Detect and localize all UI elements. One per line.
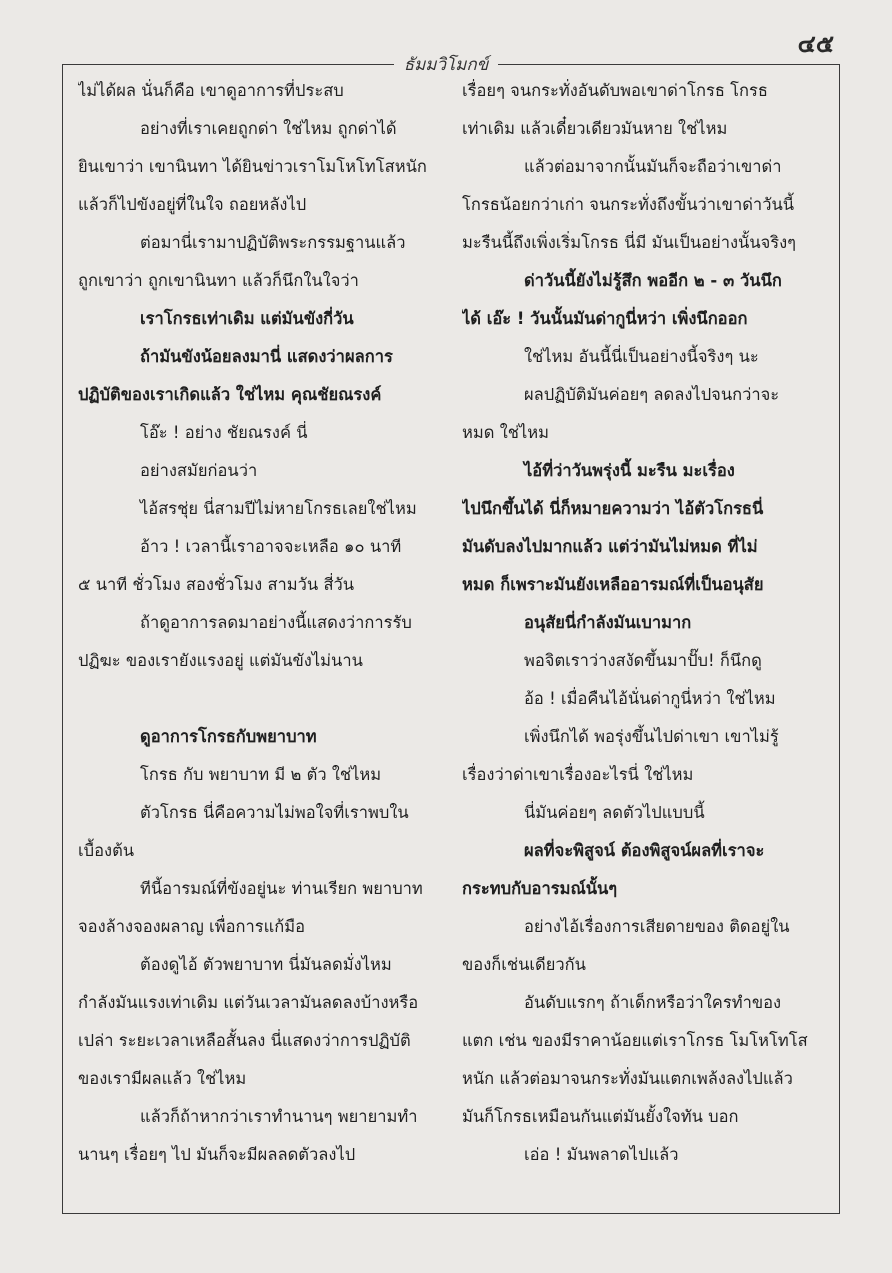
text-line: หนัก แล้วต่อมาจนกระทั่งมันแตกเพล้งลงไปแล้ว (462, 1069, 793, 1088)
text-line: แล้วก็ถ้าหากว่าเราทำนานๆ พยายามทำ (140, 1107, 418, 1126)
text-line: มันดับลงไปมากแล้ว แต่ว่ามันไม่หมด ที่ไม่ (462, 537, 758, 556)
text-line: อย่างสมัยก่อนว่า (140, 461, 258, 480)
text-line: ไอ้ที่ว่าวันพรุ่งนี้ มะรืน มะเรื่อง (524, 461, 735, 480)
text-line: โกรธ กับ พยาบาท มี ๒ ตัว ใช่ไหม (140, 765, 382, 784)
text-line: ผลปฏิบัติมันค่อยๆ ลดลงไปจนกว่าจะ (524, 385, 780, 404)
text-line: เราโกรธเท่าเดิม แต่มันขังกี่วัน (140, 309, 354, 328)
text-line: อ้อ ! เมื่อคืนไอ้นั่นด่ากูนี่หว่า ใช่ไหม (524, 689, 776, 708)
text-line: เรื่องว่าด่าเขาเรื่องอะไรนี่ ใช่ไหม (462, 765, 694, 784)
text-line: ต่อมานี่เรามาปฏิบัติพระกรรมฐานแล้ว (140, 233, 406, 252)
text-line: หมด ก็เพราะมันยังเหลืออารมณ์ที่เป็นอนุสัย (462, 575, 764, 594)
text-line: ยินเขาว่า เขานินทา ได้ยินข่าวเราโมโหโทโสหนัก (78, 157, 427, 176)
text-line: ของก็เช่นเดียวกัน (462, 955, 586, 974)
text-line: ต้องดูไอ้ ตัวพยาบาท นี่มันลดมั่งไหม (140, 955, 392, 974)
text-line: ไม่ได้ผล นั่นก็คือ เขาดูอาการที่ประสบ (78, 81, 344, 100)
text-line: โกรธน้อยกว่าเก่า จนกระทั่งถึงขั้นว่าเขาด่าวันนี้ (462, 195, 795, 214)
text-line: ของเรามีผลแล้ว ใช่ไหม (78, 1069, 247, 1088)
text-line: อนุสัยนี่กำลังมันเบามาก (524, 613, 692, 632)
text-line: ไอ้สรชุ่ย นี่สามปีไม่หายโกรธเลยใช่ไหม (140, 499, 417, 518)
text-line: ถ้าดูอาการลดมาอย่างนี้แสดงว่าการรับ (140, 613, 412, 632)
text-line: ๕ นาที ชั่วโมง สองชั่วโมง สามวัน สี่วัน (78, 575, 355, 594)
right-column (462, 72, 824, 1174)
text-line: อย่างที่เราเคยถูกด่า ใช่ไหม ถูกด่าได้ (140, 119, 397, 138)
text-line: นานๆ เรื่อยๆ ไป มันก็จะมีผลลดตัวลงไป (78, 1145, 356, 1164)
text-line: ตัวโกรธ นี่คือความไม่พอใจที่เราพบใน (140, 803, 409, 822)
text-line: พอจิตเราว่างสงัดขึ้นมาปั๊บ! ก็นึกดู (524, 651, 762, 670)
text-line: หมด ใช่ไหม (462, 423, 550, 442)
text-line: นี่มันค่อยๆ ลดตัวไปแบบนี้ (524, 803, 705, 822)
text-line: แล้วก็ไปขังอยู่ที่ในใจ ถอยหลังไป (78, 195, 307, 214)
text-line: ปฏิฆะ ของเรายังแรงอยู่ แต่มันขังไม่นาน (78, 651, 363, 670)
text-line (78, 680, 438, 718)
text-line: โอ๊ะ ! อย่าง ชัยณรงค์ นี่ (140, 423, 308, 442)
text-line: อ้าว ! เวลานี้เราอาจจะเหลือ ๑๐ นาที (140, 537, 402, 556)
text-line: เอ่อ ! มันพลาดไปแล้ว (524, 1145, 679, 1164)
text-line: ได้ เอ๊ะ ! วันนั้นมันด่ากูนี่หว่า เพิ่งนึกออก (462, 309, 748, 328)
text-line: กระทบกับอารมณ์นั้นๆ (462, 879, 618, 898)
text-line: ดูอาการโกรธกับพยาบาท (140, 727, 317, 746)
text-line: ถูกเขาว่า ถูกเขานินทา แล้วก็นึกในใจว่า (78, 271, 359, 290)
text-line: ด่าวันนี้ยังไม่รู้สึก พออีก ๒ - ๓ วันนึก (524, 271, 782, 290)
text-line: ถ้ามันขังน้อยลงมานี่ แสดงว่าผลการ (140, 347, 393, 366)
text-line: ใช่ไหม อันนี้นี่เป็นอย่างนี้จริงๆ นะ (524, 347, 759, 366)
text-line: อย่างไอ้เรื่องการเสียดายของ ติดอยู่ใน (524, 917, 790, 936)
text-line: เปล่า ระยะเวลาเหลือสั้นลง นี่แสดงว่าการปฏิบัติ (78, 1031, 411, 1050)
book-title: ธัมมวิโมกข์ (394, 55, 499, 75)
text-line: ผลที่จะพิสูจน์ ต้องพิสูจน์ผลที่เราจะ (524, 841, 765, 860)
text-line: อันดับแรกๆ ถ้าเด็กหรือว่าใครทำของ (524, 993, 782, 1012)
text-line: เพิ่งนึกได้ พอรุ่งขึ้นไปด่าเขา เขาไม่รู้ (524, 727, 779, 746)
page-number: ๔๕ (797, 29, 834, 58)
text-line: มันก็โกรธเหมือนกันแต่มันยั้งใจทัน บอก (462, 1107, 739, 1126)
text-line: มะรืนนี้ถึงเพิ่งเริ่มโกรธ นี่มี มันเป็นอย่างนั้นจริงๆ (462, 233, 797, 252)
text-line: เท่าเดิม แล้วเดี๋ยวเดียวมันหาย ใช่ไหม (462, 119, 728, 138)
text-line: จองล้างจองผลาญ เพื่อการแก้มือ (78, 917, 306, 936)
text-line: ทีนี้อารมณ์ที่ขังอยู่นะ ท่านเรียก พยาบาท (140, 879, 423, 898)
text-line: ปฏิบัติของเราเกิดแล้ว ใช่ไหม คุณชัยณรงค์ (78, 385, 382, 404)
text-line: แตก เช่น ของมีราคาน้อยแต่เราโกรธ โมโหโทโส (462, 1031, 808, 1050)
text-line: แล้วต่อมาจากนั้นมันก็จะถือว่าเขาด่า (524, 157, 782, 176)
text-line: เรื่อยๆ จนกระทั่งอันดับพอเขาด่าโกรธ โกรธ (462, 81, 768, 100)
left-column (78, 72, 438, 1174)
text-line: กำลังมันแรงเท่าเดิม แต่วันเวลามันลดลงบ้างหรือ (78, 993, 419, 1012)
text-line: ไปนึกขึ้นได้ นี่ก็หมายความว่า ไอ้ตัวโกรธนี่ (462, 499, 764, 518)
text-line: เบื้องต้น (78, 841, 135, 860)
